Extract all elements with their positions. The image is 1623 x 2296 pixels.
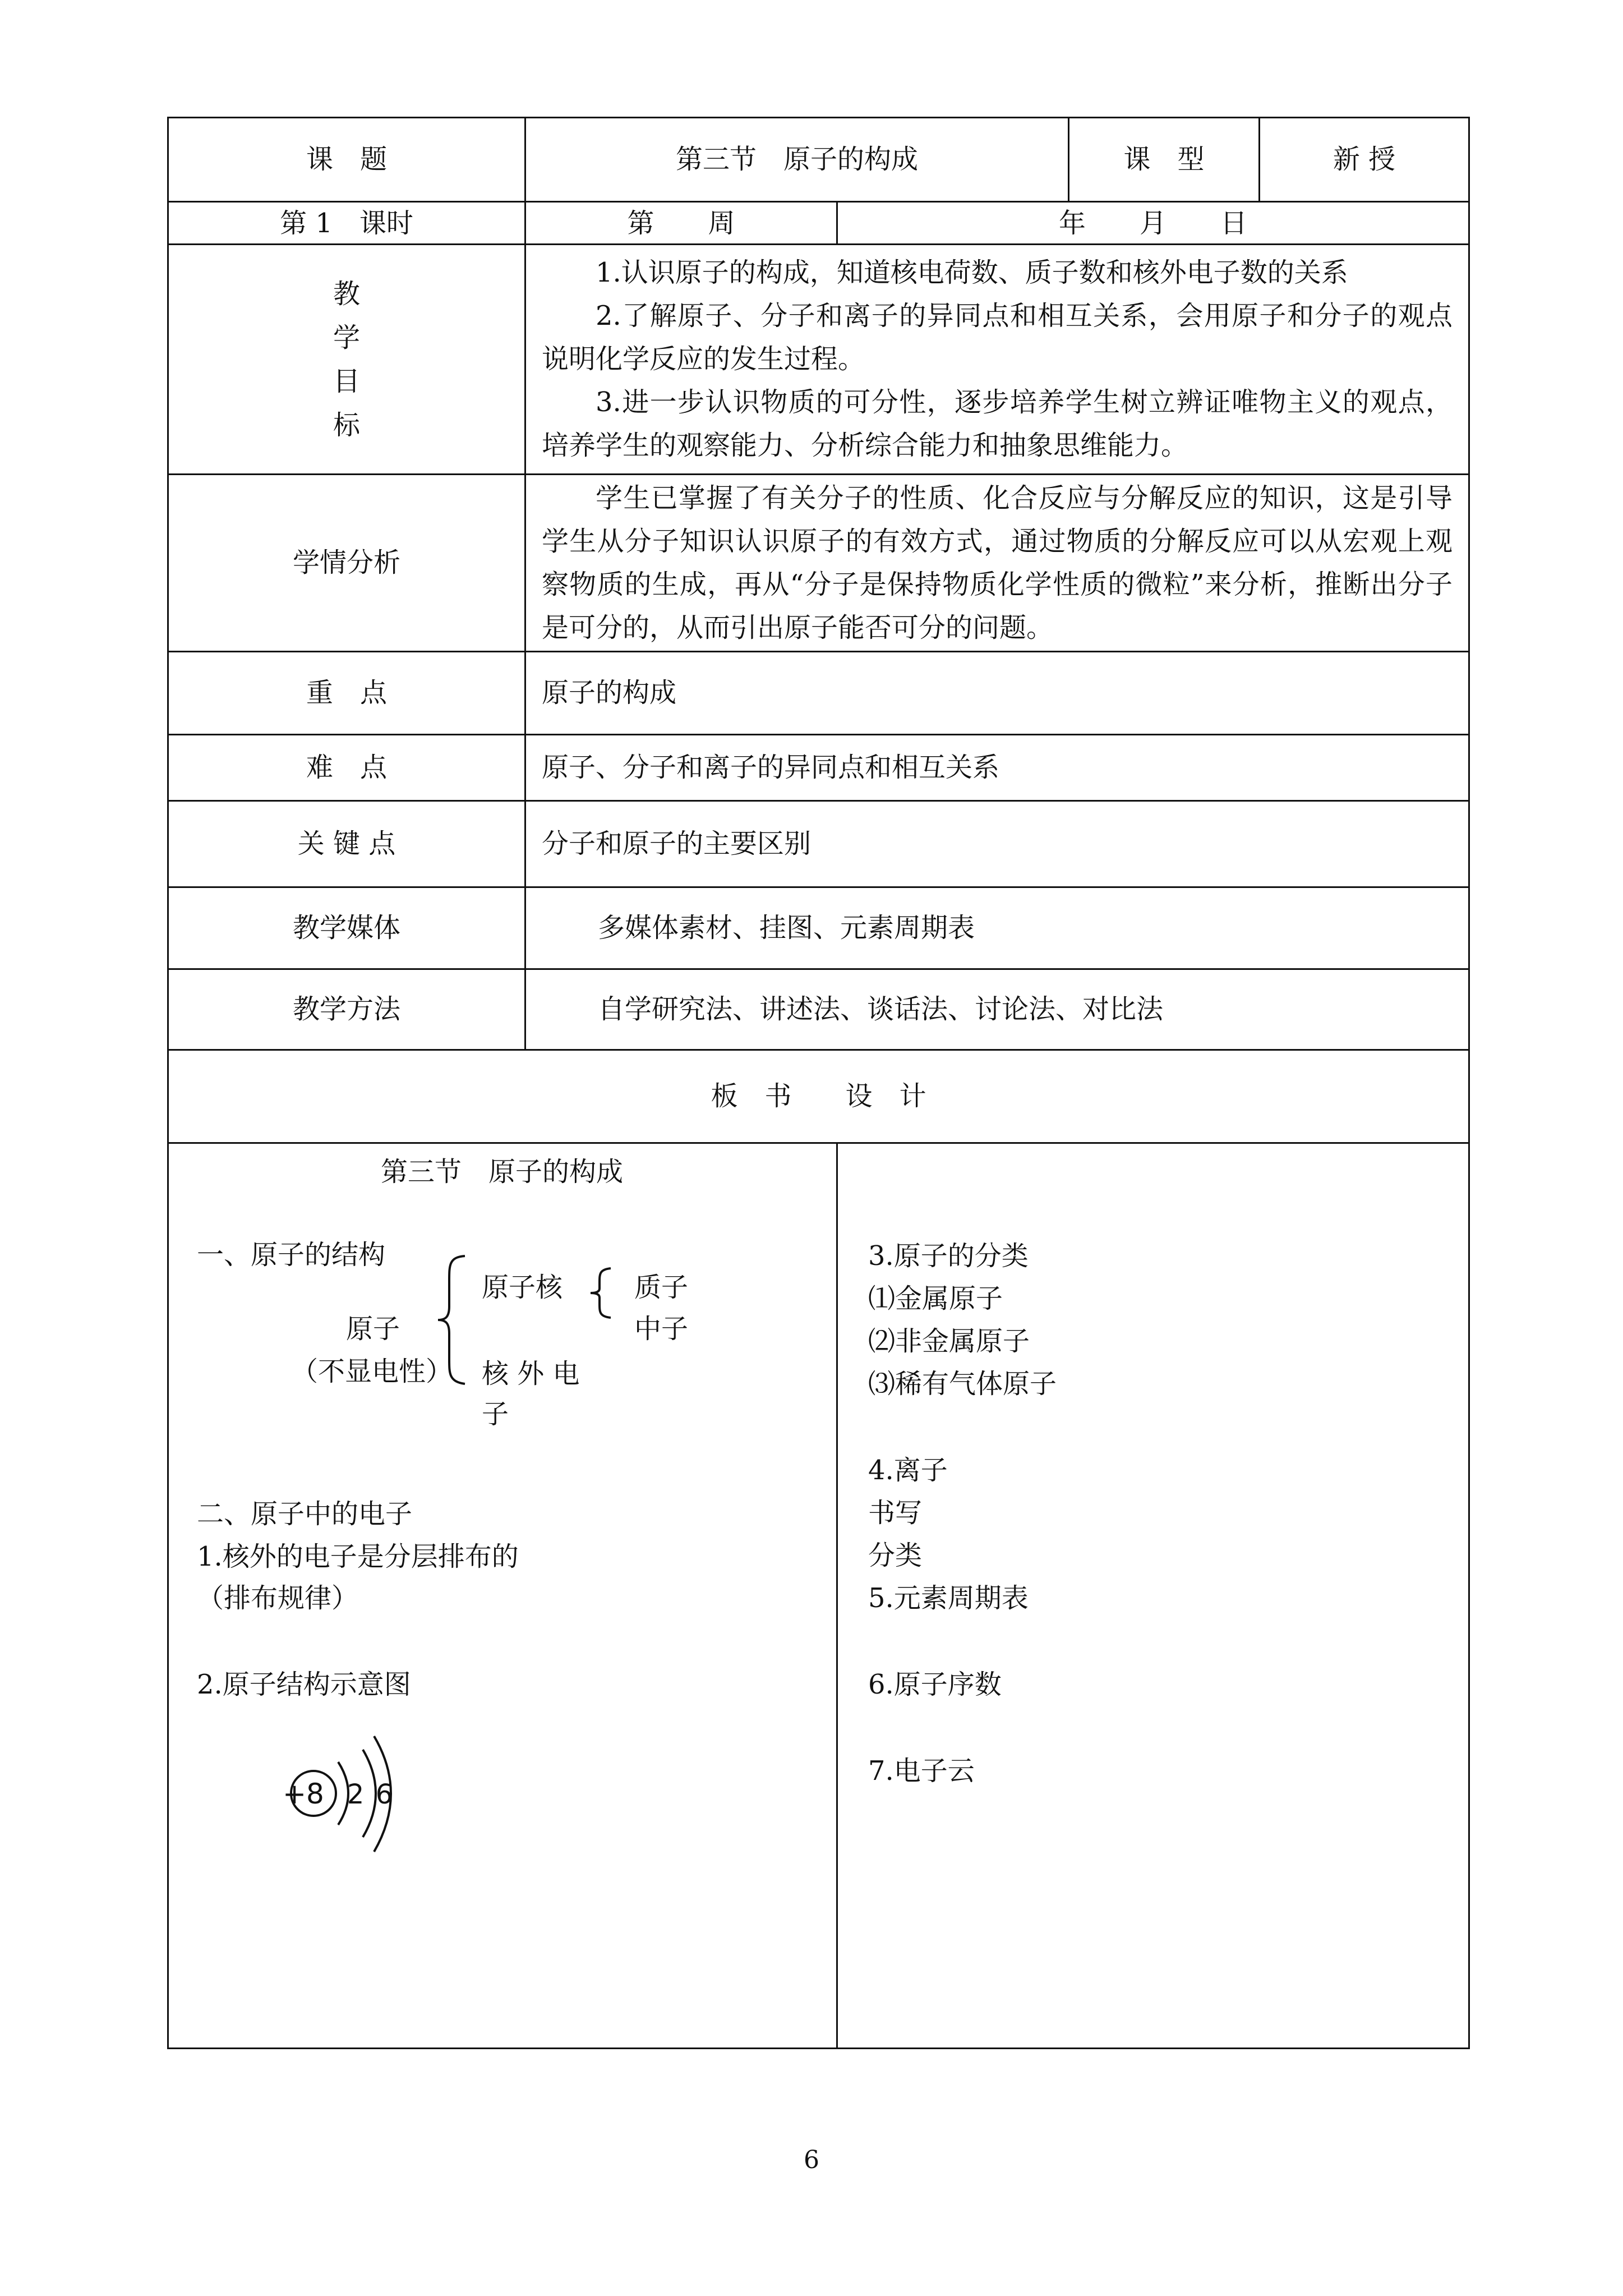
board-left <box>168 1143 837 2049</box>
method-row <box>168 969 1469 1050</box>
atom-label: 原子 <box>346 1313 400 1345</box>
board-row <box>168 1143 1469 2049</box>
objectives-content <box>525 245 1469 475</box>
topic-value: 第三节 原子的构成 <box>525 118 1069 202</box>
nucleus-charge: +8 <box>283 1778 324 1810</box>
board-right <box>837 1143 1469 2049</box>
method-label: 教学方法 <box>168 969 525 1050</box>
date-label: 年 月 日 <box>837 202 1469 245</box>
board-design-title: 板 书 设 计 <box>168 1050 1469 1143</box>
electron-layers-item: 1.核外的电子是分层排布的 <box>197 1541 519 1572</box>
key-point-value: 原子的构成 <box>525 652 1469 735</box>
atom-structure-heading: 一、原子的结构 <box>197 1239 386 1271</box>
nucleus-label: 原子核 <box>482 1272 563 1303</box>
key-point-row <box>168 652 1469 735</box>
difficulty-row <box>168 735 1469 801</box>
shell2-electrons: 6 <box>375 1779 393 1810</box>
schedule-row <box>168 202 1469 245</box>
nonmetal-atom-item: ⑵非金属原子 <box>868 1326 1030 1357</box>
method-value: 自学研究法、讲述法、谈话法、讨论法、对比法 <box>525 969 1469 1050</box>
week-label: 第 周 <box>525 202 837 245</box>
proton-label: 质子 <box>634 1272 689 1303</box>
ion-writing-item: 书写 <box>868 1497 923 1529</box>
board-title-row <box>168 1050 1469 1143</box>
electron-label-cont: 子 <box>482 1398 509 1430</box>
electron-cloud-heading: 7.电子云 <box>868 1755 975 1787</box>
type-value: 新 授 <box>1260 118 1469 202</box>
difficulty-label: 难 点 <box>168 735 525 801</box>
media-label: 教学媒体 <box>168 887 525 969</box>
noble-gas-atom-item: ⑶稀有气体原子 <box>868 1368 1057 1400</box>
electrons-heading: 二、原子中的电子 <box>197 1498 413 1530</box>
objective-item: 1.认识原子的构成，知道核电荷数、质子数和核外电子数的关系 <box>596 257 1348 288</box>
periodic-table-heading: 5.元素周期表 <box>868 1582 1029 1614</box>
critical-point-label: 关 键 点 <box>168 801 525 887</box>
lesson-plan-table <box>167 117 1470 2049</box>
electron-label: 核 外 电 <box>482 1358 580 1389</box>
difficulty-value: 原子、分子和离子的异同点和相互关系 <box>525 735 1469 801</box>
page-number: 6 <box>804 2146 819 2174</box>
metal-atom-item: ⑴金属原子 <box>868 1283 1003 1314</box>
analysis-label: 学情分析 <box>168 475 525 652</box>
ion-classification-item: 分类 <box>868 1540 923 1571</box>
objectives-label: 教 学 目 标 <box>168 245 525 475</box>
critical-point-row <box>168 801 1469 887</box>
topic-row <box>168 118 1469 202</box>
shell1-electrons: 2 <box>347 1779 365 1810</box>
ion-heading: 4.离子 <box>868 1455 948 1486</box>
atom-diagram-heading: 2.原子结构示意图 <box>197 1669 411 1700</box>
analysis-row <box>168 475 1469 652</box>
type-label: 课 型 <box>1069 118 1260 202</box>
atom-classification-heading: 3.原子的分类 <box>868 1240 1029 1272</box>
atomic-number-heading: 6.原子序数 <box>868 1669 1002 1700</box>
critical-point-value: 分子和原子的主要区别 <box>525 801 1469 887</box>
neutron-label: 中子 <box>634 1313 689 1345</box>
board-title-lesson: 第三节 原子的构成 <box>381 1156 624 1188</box>
electron-shell-2 <box>363 1750 376 1837</box>
atomic-structure-diagram <box>263 1727 431 1862</box>
key-point-label: 重 点 <box>168 652 525 735</box>
period-label: 第 1 课时 <box>168 202 525 245</box>
analysis-content: 学生已掌握了有关分子的性质、化合反应与分解反应的知识，这是引导学生从分子知识认识原子的有效方式，通过物质的分解反应可以从宏观上观察物质的生成，再从“分子是保持物质化学性质的微粒”来分析，推断出分子是可分的，从而引出原子能否可分的问题。 <box>525 475 1469 652</box>
arrangement-note: （排布规律） <box>197 1582 359 1614</box>
objectives-row <box>168 245 1469 475</box>
media-value: 多媒体素材、挂图、元素周期表 <box>525 887 1469 969</box>
media-row <box>168 887 1469 969</box>
objective-item: 2.了解原子、分子和离子的异同点和相互关系，会用原子和分子的观点说明化学反应的发生过程。 <box>542 300 1453 375</box>
inner-brace-icon <box>587 1266 614 1320</box>
neutral-note: （不显电性） <box>291 1356 453 1387</box>
objective-item: 3.进一步认识物质的可分性，逐步培养学生树立辨证唯物主义的观点，培养学生的观察能力、分析综合能力和抽象思维能力。 <box>542 386 1453 461</box>
topic-label: 课 题 <box>168 118 525 202</box>
